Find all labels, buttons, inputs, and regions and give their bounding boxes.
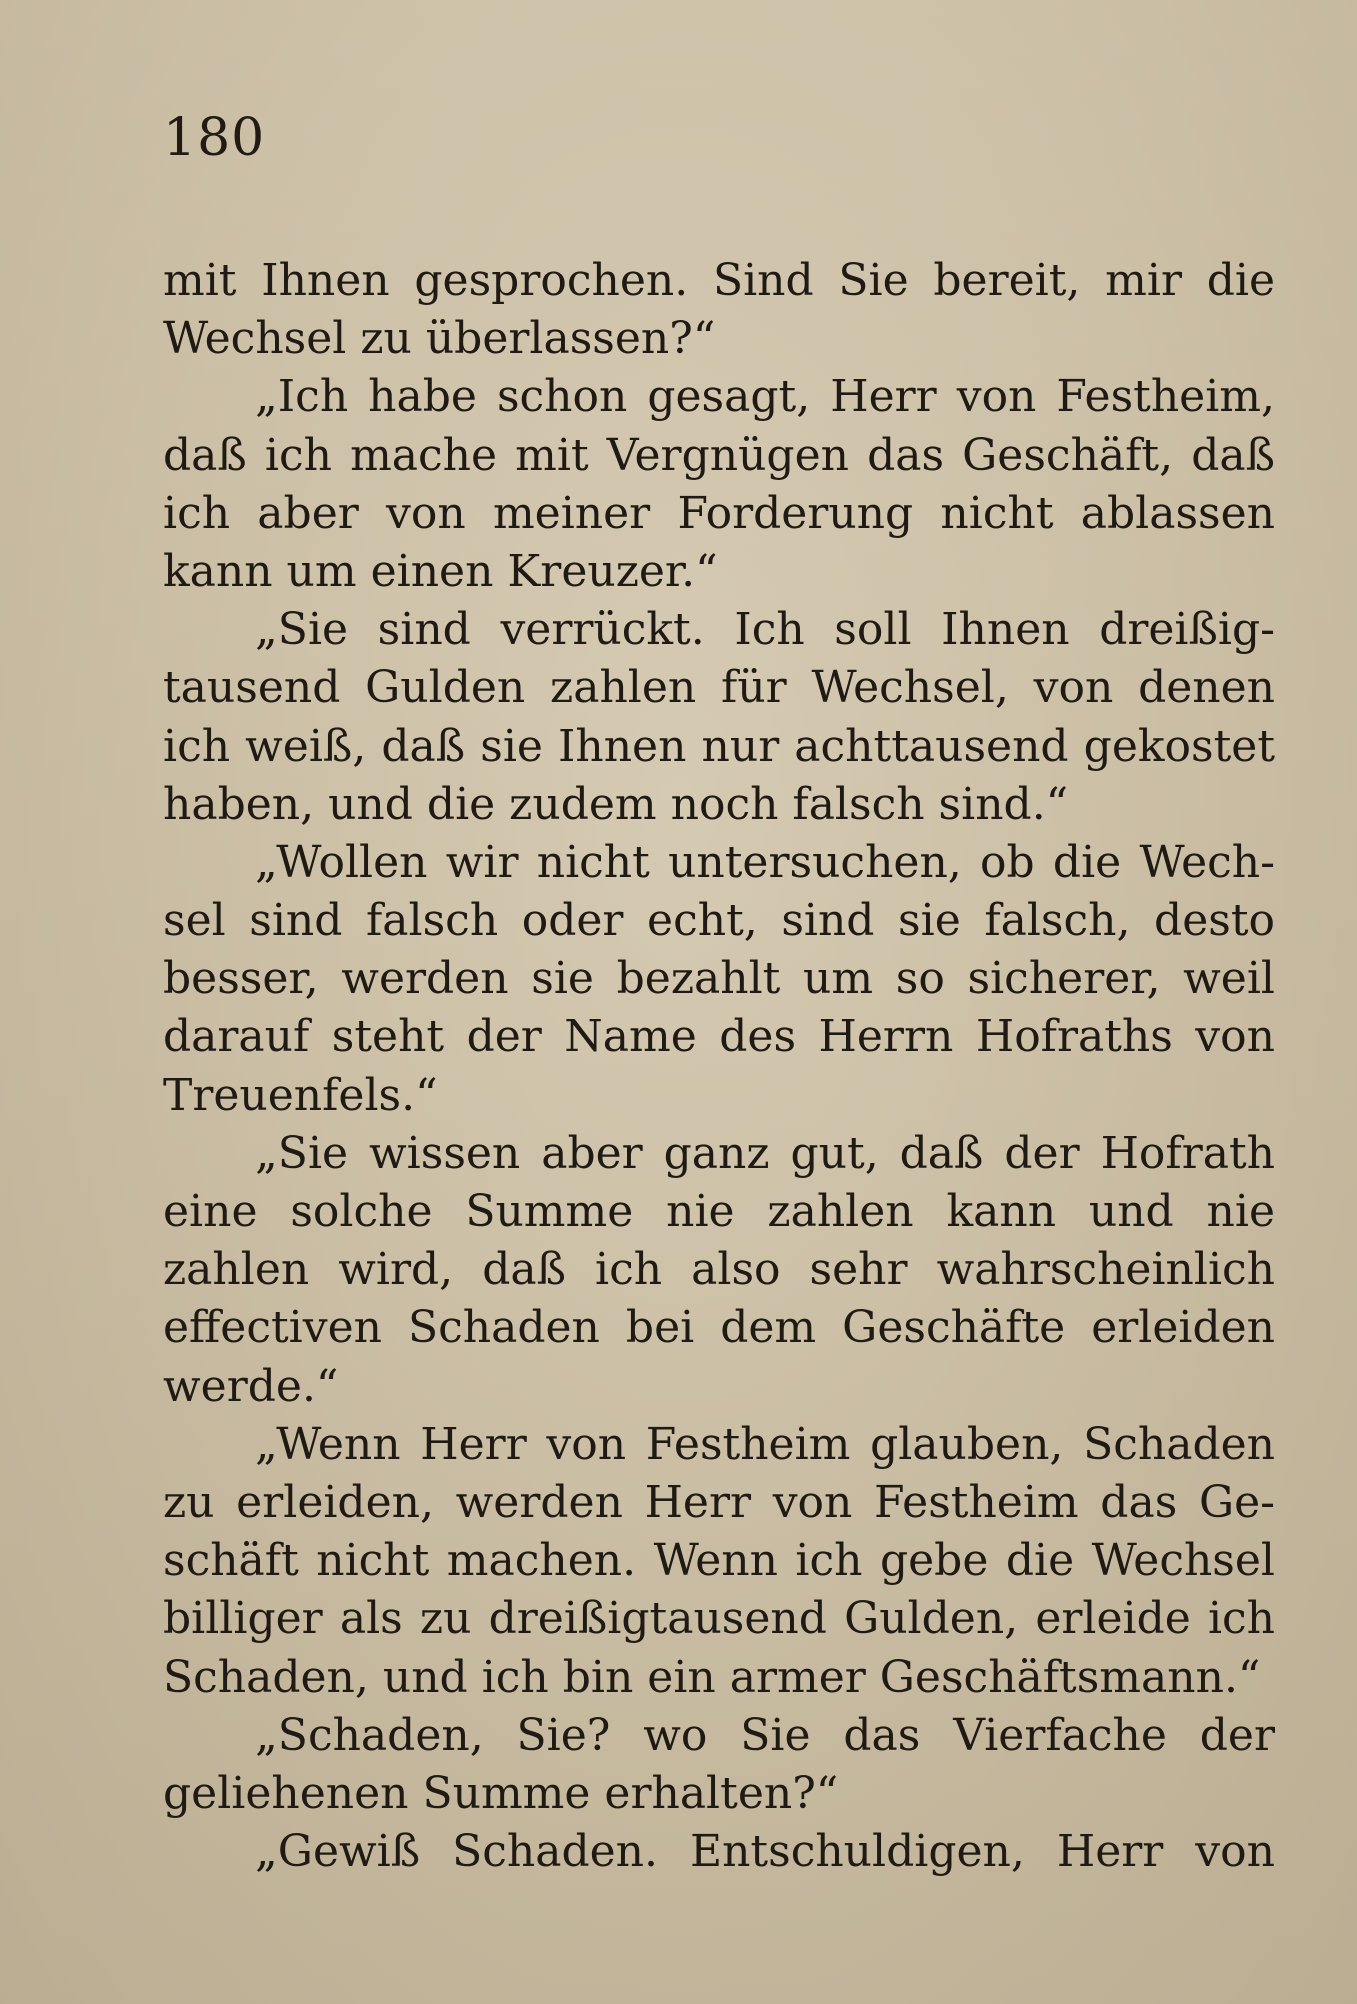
text-line: eine solche Summe nie zahlen kann und nie [163, 1186, 1275, 1237]
text-line: kann um einen Kreuzer.“ [163, 545, 718, 597]
text-line: darauf steht der Name des Herrn Hofraths von [163, 1011, 1275, 1063]
text-line: effectiven Schaden bei dem Geschäfte erleiden [163, 1302, 1275, 1354]
text-line: „Gewiß Schaden. Entschuldigen, Herr von [255, 1826, 1275, 1878]
text-line: „Sie wissen aber ganz gut, daß der Hofrath [255, 1127, 1275, 1179]
text-line: Treuenfels.“ [163, 1069, 438, 1121]
text-line: ich aber von meiner Forderung nicht ablassen [163, 487, 1275, 539]
text-line: „Ich habe schon gesagt, Herr von Festheim, [255, 371, 1275, 423]
text-line: schäft nicht machen. Wenn ich gebe die Wechsel [163, 1535, 1275, 1587]
text-line: sel sind falsch oder echt, sind sie falsch, desto [163, 895, 1275, 947]
text-line: „Sie sind verrückt. Ich soll Ihnen dreißig- [255, 604, 1275, 656]
text-line: besser, werden sie bezahlt um so sicherer, weil [163, 953, 1275, 1005]
text-line: „Wenn Herr von Festheim glauben, Schaden [255, 1418, 1275, 1470]
page-number: 180 [163, 108, 266, 168]
text-line: ich weiß, daß sie Ihnen nur achttausend gekostet [163, 720, 1275, 772]
text-line: billiger als zu dreißigtausend Gulden, erleide ich [163, 1593, 1275, 1645]
text-line: geliehenen Summe erhalten?“ [163, 1767, 839, 1819]
text-line: haben, und die zudem noch falsch sind.“ [163, 778, 1069, 830]
text-line: Schaden, und ich bin ein armer Geschäftsmann.“ [163, 1651, 1261, 1703]
text-line: zu erleiden, werden Herr von Festheim das Ge- [163, 1476, 1275, 1528]
text-line: Wechsel zu überlassen?“ [163, 313, 716, 365]
text-line: daß ich mache mit Vergnügen das Geschäft, daß [163, 429, 1275, 481]
text-line: „Schaden, Sie? wo Sie das Vierfache der [255, 1709, 1275, 1761]
text-line: tausend Gulden zahlen für Wechsel, von denen [163, 662, 1275, 714]
text-line: mit Ihnen gesprochen. Sind Sie bereit, mir die [163, 255, 1275, 306]
text-line: werde.“ [163, 1360, 339, 1412]
text-line: „Wollen wir nicht untersuchen, ob die Wech- [255, 836, 1275, 888]
body-text [163, 252, 1275, 1881]
text-line: zahlen wird, daß ich also sehr wahrscheinlich [163, 1244, 1275, 1296]
